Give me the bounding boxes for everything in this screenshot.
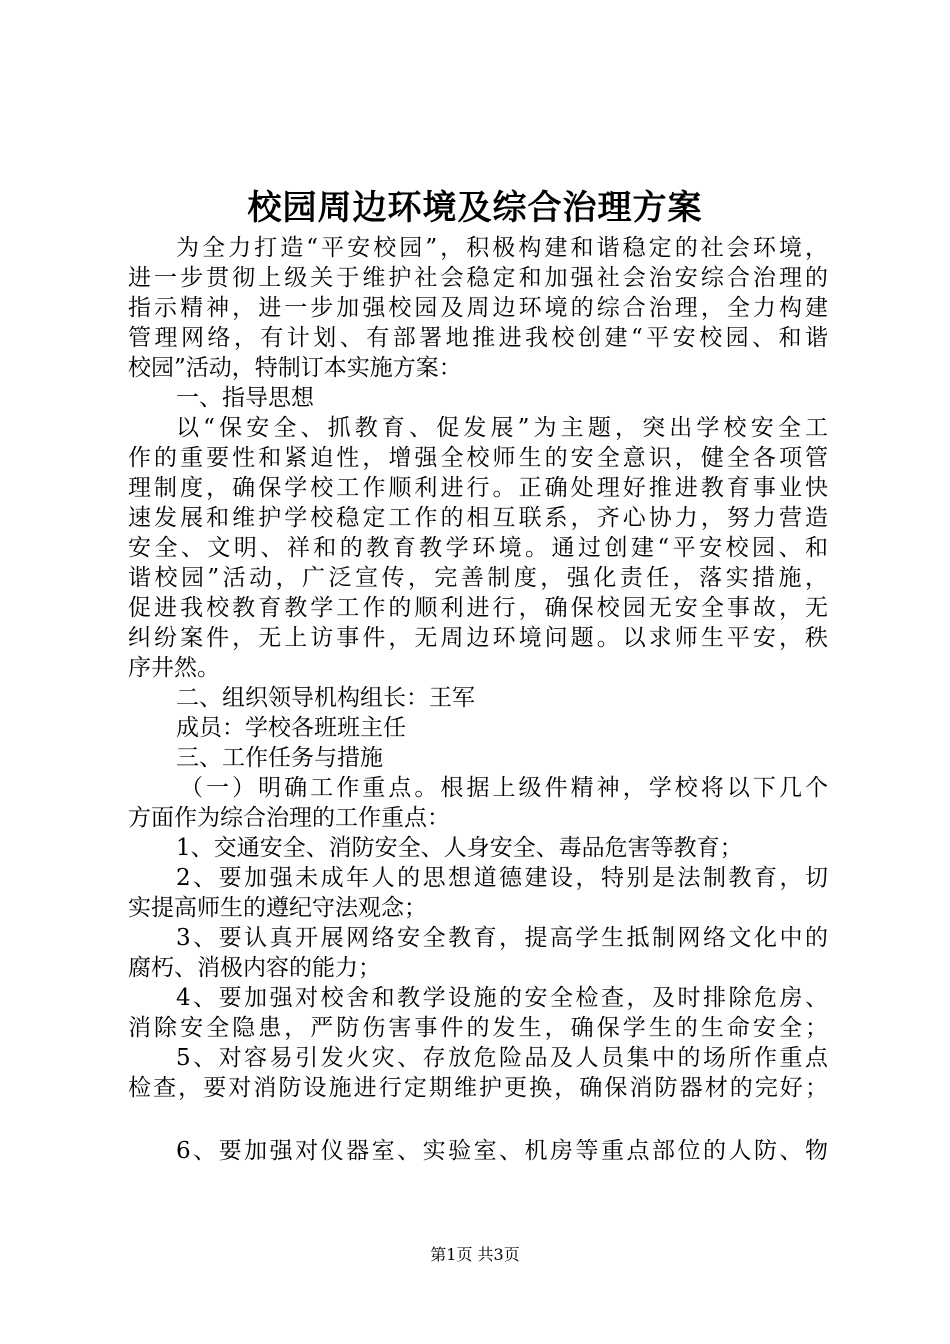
- list-item: 5、对容易引发火灾、存放危险品及人员集中的场所作重点: [176, 1045, 828, 1071]
- paragraph-line: 方面作为综合治理的工作重点：: [128, 805, 450, 831]
- page-footer: 第1页 共3页: [430, 1245, 520, 1264]
- paragraph-line: 成员：学校各班班主任: [176, 715, 406, 741]
- blank-line: [128, 1103, 828, 1136]
- section-heading: 三、工作任务与措施: [176, 745, 383, 771]
- paragraph-line: 实提高师生的遵纪守法观念；: [128, 895, 427, 921]
- paragraph-line: （一）明确工作重点。根据上级件精神，学校将以下几个: [180, 775, 828, 801]
- paragraph-line: 消除安全隐患，严防伤害事件的发生，确保学生的生命安全；: [128, 1015, 828, 1041]
- list-item: 6、要加强对仪器室、实验室、机房等重点部位的人防、物: [176, 1138, 828, 1164]
- paragraph-line: 管理网络，有计划、有部署地推进我校创建“平安校园、和谐: [128, 325, 828, 351]
- paragraph-line: 校园”活动，特制订本实施方案：: [128, 355, 462, 381]
- paragraph-line: 序井然。: [128, 655, 220, 681]
- paragraph-line: 为全力打造“平安校园”，积极构建和谐稳定的社会环境，: [176, 235, 828, 261]
- paragraph-line: 腐朽、消极内容的能力；: [128, 955, 381, 981]
- list-item: 3、要认真开展网络安全教育，提高学生抵制网络文化中的: [176, 925, 828, 951]
- paragraph-line: 安全、文明、祥和的教育教学环境。通过创建“平安校园、和: [128, 535, 828, 561]
- paragraph-line: 指示精神，进一步加强校园及周边环境的综合治理，全力构建: [128, 295, 828, 321]
- section-heading: 一、指导思想: [176, 385, 314, 411]
- paragraph-line: 理制度，确保学校工作顺利进行。正确处理好推进教育事业快: [128, 475, 828, 501]
- paragraph-line: 以“保安全、抓教育、促发展”为主题，突出学校安全工: [176, 415, 828, 441]
- list-item: 4、要加强对校舍和教学设施的安全检查，及时排除危房、: [176, 985, 828, 1011]
- list-item: 2、要加强未成年人的思想道德建设，特别是法制教育，切: [176, 865, 828, 891]
- paragraph-line: 作的重要性和紧迫性，增强全校师生的安全意识，健全各项管: [128, 445, 828, 471]
- paragraph-line: 谐校园”活动，广泛宣传，完善制度，强化责任，落实措施，: [128, 565, 828, 591]
- section-heading: 二、组织领导机构组长：王军: [176, 685, 475, 711]
- paragraph-line: 进一步贯彻上级关于维护社会稳定和加强社会治安综合治理的: [128, 265, 828, 291]
- document-title: 校园周边环境及综合治理方案: [247, 188, 703, 228]
- paragraph-line: 速发展和维护学校稳定工作的相互联系，齐心协力，努力营造: [128, 505, 828, 531]
- document-body: [128, 233, 828, 1166]
- paragraph-line: 纠纷案件，无上访事件，无周边环境问题。以求师生平安，秩: [128, 625, 828, 651]
- paragraph-line: 促进我校教育教学工作的顺利进行，确保校园无安全事故，无: [128, 595, 828, 621]
- list-item: 1、交通安全、消防安全、人身安全、毒品危害等教育；: [176, 835, 743, 861]
- paragraph-line: 检查，要对消防设施进行定期维护更换，确保消防器材的完好；: [128, 1075, 828, 1101]
